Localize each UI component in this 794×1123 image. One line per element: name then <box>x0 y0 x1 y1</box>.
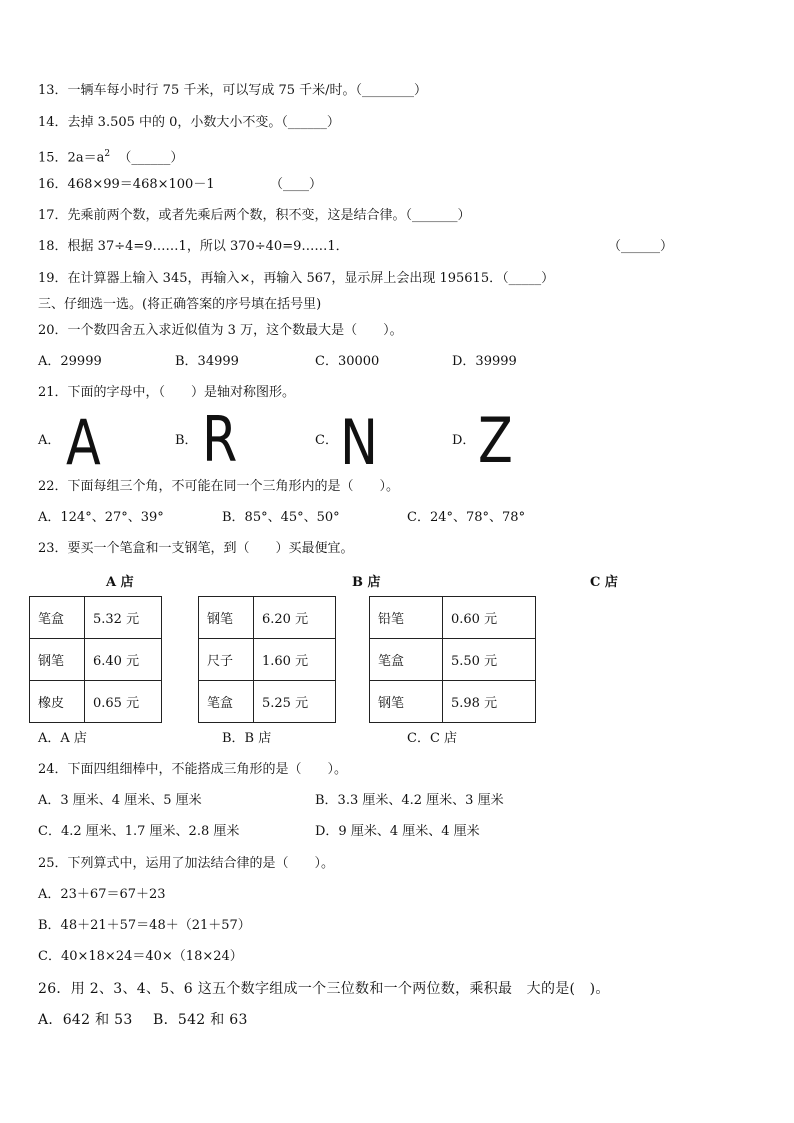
shop-c-name: C 店 <box>590 575 618 590</box>
section-heading: 三、仔细选一选。(将正确答案的序号填在括号里) <box>38 297 322 312</box>
question-19 <box>38 270 554 288</box>
shop-b-price-table <box>198 596 336 723</box>
question-15 <box>38 145 183 167</box>
question-text: 一辆车每小时行 75 千米，可以写成 75 千米/时。（________） <box>67 83 428 98</box>
question-number: 18． <box>38 239 68 254</box>
question-16-blank: （____） <box>270 177 323 192</box>
option-a: A．3 厘米、4 厘米、5 厘米 <box>38 793 202 808</box>
item-price: 6.20 元 <box>254 597 336 639</box>
question-text: 在计算器上输入 345，再输入×，再输入 567，显示屏上会出现 195615．（_____） <box>67 271 555 286</box>
table-row <box>370 639 536 681</box>
question-23-stem: 23．要买一个笔盒和一支钢笔，到（ ）买最便宜。 <box>38 541 354 556</box>
question-number: 19． <box>38 271 68 286</box>
table-row <box>199 597 336 639</box>
option-a: A．A 店 <box>38 731 87 746</box>
item-name: 钢笔 <box>30 639 85 681</box>
question-text: 468×99＝468×100－1 <box>67 177 215 192</box>
item-name: 笔盒 <box>370 639 443 681</box>
question-22-stem: 22．下面每组三个角，不可能在同一个三角形内的是（ ）。 <box>38 479 400 494</box>
item-name: 尺子 <box>199 639 254 681</box>
option-b: B．542 和 63 <box>153 1012 248 1028</box>
option-b: B．B 店 <box>222 731 272 746</box>
option-c: C．4.2 厘米、1.7 厘米、2.8 厘米 <box>38 824 240 839</box>
question-18 <box>38 238 349 256</box>
option-a-label: A． <box>38 433 61 448</box>
option-b: B．48＋21＋57＝48＋（21＋57） <box>38 918 251 933</box>
item-price: 5.50 元 <box>443 639 536 681</box>
table-row <box>30 597 162 639</box>
question-text: 2a＝a <box>67 150 105 166</box>
item-price: 5.32 元 <box>85 597 162 639</box>
exponent: 2 <box>104 149 111 159</box>
option-c: C．24°、78°、78° <box>407 510 526 525</box>
question-20-stem: 20．一个数四舍五入求近似值为 3 万，这个数最大是（ ）。 <box>38 323 403 338</box>
question-number: 15． <box>38 150 68 166</box>
letter-z-image: Z <box>478 404 513 477</box>
option-d: D．9 厘米、4 厘米、4 厘米 <box>315 824 480 839</box>
option-a: A．642 和 53 <box>38 1012 133 1028</box>
option-b-label: B． <box>175 433 198 448</box>
table-row <box>199 681 336 723</box>
letter-a-image: A <box>66 406 101 479</box>
table-row <box>30 639 162 681</box>
option-d: D．39999 <box>452 354 517 369</box>
question-number: 16． <box>38 177 68 192</box>
letter-n-image: N <box>340 406 379 479</box>
option-b: B．85°、45°、50° <box>222 510 340 525</box>
item-price: 5.25 元 <box>254 681 336 723</box>
shop-b-name: B 店 <box>352 575 381 590</box>
item-name: 橡皮 <box>30 681 85 723</box>
option-c: C．40×18×24＝40×（18×24） <box>38 949 243 964</box>
question-25-stem: 25．下列算式中，运用了加法结合律的是（ ）。 <box>38 856 335 871</box>
question-18-blank: （______） <box>608 239 674 254</box>
question-number: 14． <box>38 115 68 130</box>
question-14 <box>38 114 340 132</box>
option-a: A．29999 <box>38 354 102 369</box>
item-price: 6.40 元 <box>85 639 162 681</box>
question-21-stem: 21．下面的字母中，（ ）是轴对称图形。 <box>38 385 296 400</box>
option-c-label: C． <box>315 433 338 448</box>
option-c: C．30000 <box>315 354 380 369</box>
table-row <box>30 681 162 723</box>
item-name: 钢笔 <box>370 681 443 723</box>
item-price: 0.60 元 <box>443 597 536 639</box>
item-name: 笔盒 <box>199 681 254 723</box>
option-a: A．124°、27°、39° <box>38 510 164 525</box>
question-number: 17． <box>38 208 68 223</box>
question-26-stem: 26．用 2、3、4、5、6 这五个数字组成一个三位数和一个两位数，乘积最 大的是( )。 <box>38 981 610 997</box>
item-price: 1.60 元 <box>254 639 336 681</box>
option-c: C．C 店 <box>407 731 458 746</box>
table-row <box>370 597 536 639</box>
shop-c-price-table <box>369 596 536 723</box>
question-17 <box>38 207 471 225</box>
question-number: 13． <box>38 83 68 98</box>
shop-a-price-table <box>29 596 162 723</box>
option-b: B．34999 <box>175 354 239 369</box>
option-a: A．23＋67＝67＋23 <box>38 887 166 902</box>
item-price: 0.65 元 <box>85 681 162 723</box>
question-24-stem: 24．下面四组细棒中，不能搭成三角形的是（ ）。 <box>38 762 348 777</box>
answer-blank: （______） <box>118 150 184 166</box>
table-row <box>199 639 336 681</box>
question-16 <box>38 176 215 194</box>
letter-r-image: R <box>202 403 238 476</box>
question-13 <box>38 82 427 100</box>
question-text: 先乘前两个数，或者先乘后两个数，积不变，这是结合律。（_______） <box>67 208 471 223</box>
item-name: 笔盒 <box>30 597 85 639</box>
question-text: 去掉 3.505 中的 0，小数大小不变。（______） <box>67 115 340 130</box>
item-name: 钢笔 <box>199 597 254 639</box>
option-b: B．3.3 厘米、4.2 厘米、3 厘米 <box>315 793 504 808</box>
table-row <box>370 681 536 723</box>
item-price: 5.98 元 <box>443 681 536 723</box>
shop-a-name: A 店 <box>106 575 134 590</box>
option-d-label: D． <box>452 433 476 448</box>
question-text: 根据 37÷4=9……1，所以 370÷40=9……1． <box>67 239 349 254</box>
item-name: 铅笔 <box>370 597 443 639</box>
